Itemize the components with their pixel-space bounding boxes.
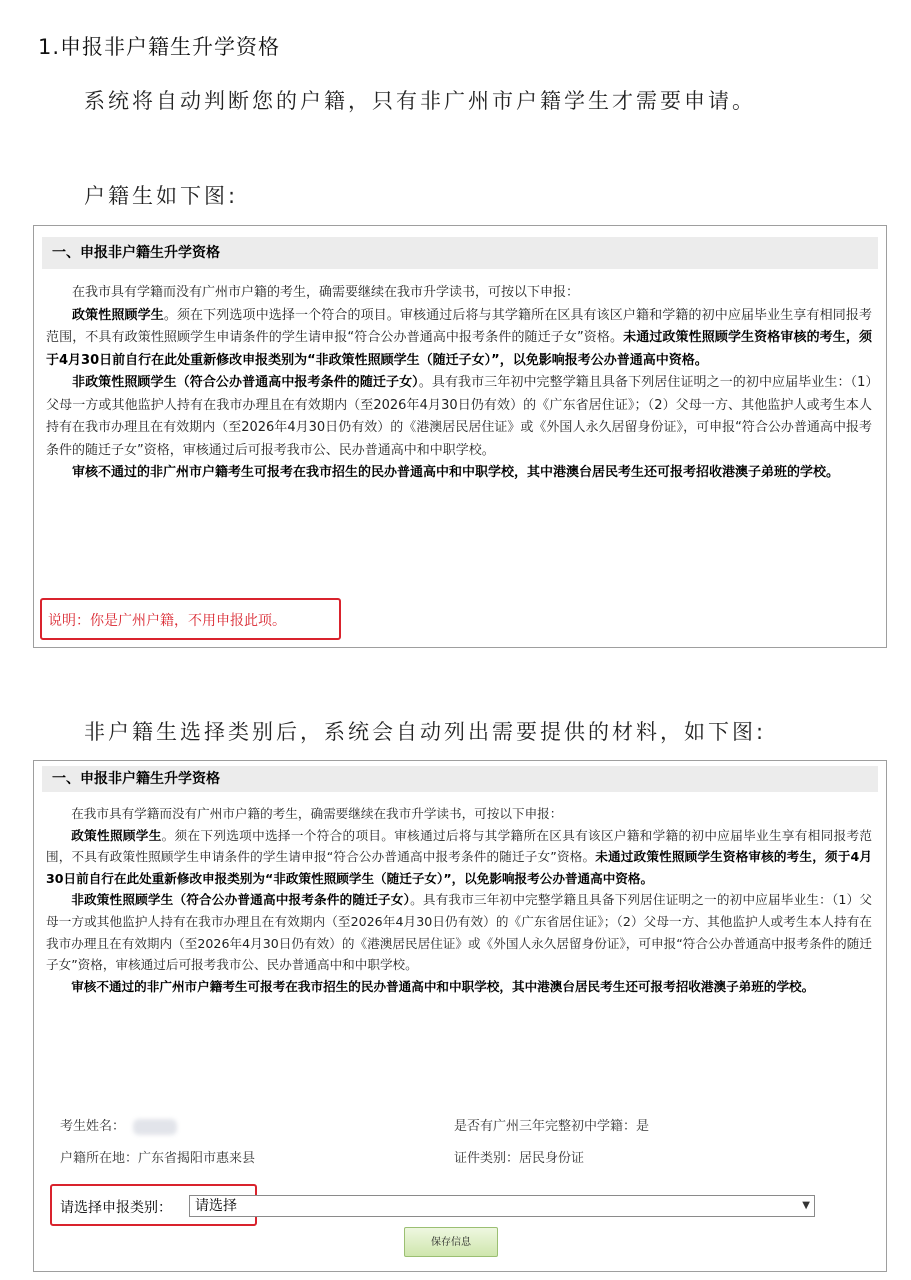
student-name-row [60,1115,177,1135]
student-name-label: 考生姓名： [60,1119,126,1134]
category-select-value: 请选择 [195,1198,237,1214]
paragraph-4 [46,976,872,998]
hukou-location: 户籍所在地：广东省揭阳市惠来县 [60,1151,256,1166]
chevron-down-icon: ▼ [802,1200,810,1211]
panel-title: 一、申报非户籍生升学资格 [42,766,878,792]
policy-warning: 未通过政策性照顾学生资格审核的考生，须于4月30日前自行在此处重新修改申报类别为“非政策性照顾学生（随迁子女）”，以免影响报考公办普通高中资格。 [46,330,872,368]
nonpolicy-text: 。具有我市三年初中完整学籍且具备下列居住证明之一的初中应届毕业生：（1）父母一方或其他监护人持有在我市办理且在有效期内（至2026年4月30日仍有效）的《广东省居住证》；（2）父母一方、其他监护人或考生本人持有在我市办理且在有效期内（至2026年4月30日仍有效）的《港澳居民居住证》或《外国人永久居留身份证》，可申报“符合公办普通高中报考条件的随迁子女”资格，审核通过后可报考我市公、民办普通高中和中职学校。 [46,892,872,973]
paragraph-2 [46,825,872,890]
caption-non-hukou: 非户籍生选择类别后，系统会自动列出需要提供的材料，如下图: [84,720,767,744]
policy-text: 。须在下列选项中选择一个符合的项目。审核通过后将与其学籍所在区具有该区户籍和学籍的初中应届毕业生享有相同报考范围，不具有政策性照顾学生申请条件的学生请申报“符合公办普通高中报考条件的随迁子女”资格。 [46,827,873,865]
caption-hukou: 户籍生如下图: [84,184,239,208]
section-heading: 1.申报非户籍生升学资格 [38,35,281,59]
nonpolicy-text: 。具有我市三年初中完整学籍且具备下列居住证明之一的初中应届毕业生：（1）父母一方或其他监护人持有在我市办理且在有效期内（至2026年4月30日仍有效）的《广东省居住证》；（2）父母一方、其他监护人或考生本人持有在我市办理且在有效期内（至2026年4月30日仍有效）的《港澳居民居住证》或《外国人永久居留身份证》，可申报“符合公办普通高中报考条件的随迁子女”资格，审核通过后可报考我市公、民办普通高中和中职学校。 [46,375,872,458]
fail-note: 审核不通过的非广州市户籍考生可报考在我市招生的民办普通高中和中职学校，其中港澳台居民考生还可报考招收港澳子弟班的学校。 [71,978,815,994]
id-type: 证件类别：居民身份证 [454,1151,585,1166]
policy-title: 政策性照顾学生 [71,827,162,843]
select-label: 请选择申报类别： [60,1200,172,1216]
panel-body [46,282,872,485]
panel-hukou-student [33,225,887,648]
paragraph-1: 在我市具有学籍而没有广州市户籍的考生，确需要继续在我市升学读书，可按以下申报： [71,806,563,821]
policy-text: 。须在下列选项中选择一个符合的项目。审核通过后将与其学籍所在区具有该区户籍和学籍的初中应届毕业生享有相同报考范围，不具有政策性照顾学生申请条件的学生请申报“符合公办普通高中报考条件的随迁子女”资格。 [46,307,872,345]
policy-warning: 未通过政策性照顾学生资格审核的考生，须于4月30日前自行在此处重新修改申报类别为“非政策性照顾学生（随迁子女）”，以免影响报考公办普通高中资格。 [46,849,872,886]
panel-title: 一、申报非户籍生升学资格 [42,237,878,269]
panel-non-hukou-student [33,760,887,1272]
save-button[interactable]: 保存信息 [404,1227,498,1257]
paragraph-3 [46,372,872,462]
paragraph-1: 在我市具有学籍而没有广州市户籍的考生，确需要继续在我市升学读书，可按以下申报： [72,285,580,300]
fail-note: 审核不通过的非广州市户籍考生可报考在我市招生的民办普通高中和中职学校，其中港澳台居民考生还可报考招收港澳子弟班的学校。 [72,465,840,480]
hukou-note: 说明：你是广州户籍，不用申报此项。 [40,598,341,640]
paragraph-3 [46,889,872,975]
paragraph-2 [46,305,872,373]
gz-record-status: 是否有广州三年完整初中学籍：是 [454,1119,650,1134]
intro-text: 系统将自动判断您的户籍，只有非广州市户籍学生才需要申请。 [84,89,756,113]
nonpolicy-title: 非政策性照顾学生（符合公办普通高中报考条件的随迁子女） [72,375,419,390]
paragraph-4 [46,462,872,485]
student-name-redacted [133,1119,177,1135]
panel-body [46,803,872,997]
policy-title: 政策性照顾学生 [72,307,164,323]
category-select[interactable] [189,1195,815,1217]
nonpolicy-title: 非政策性照顾学生（符合公办普通高中报考条件的随迁子女） [71,892,411,908]
